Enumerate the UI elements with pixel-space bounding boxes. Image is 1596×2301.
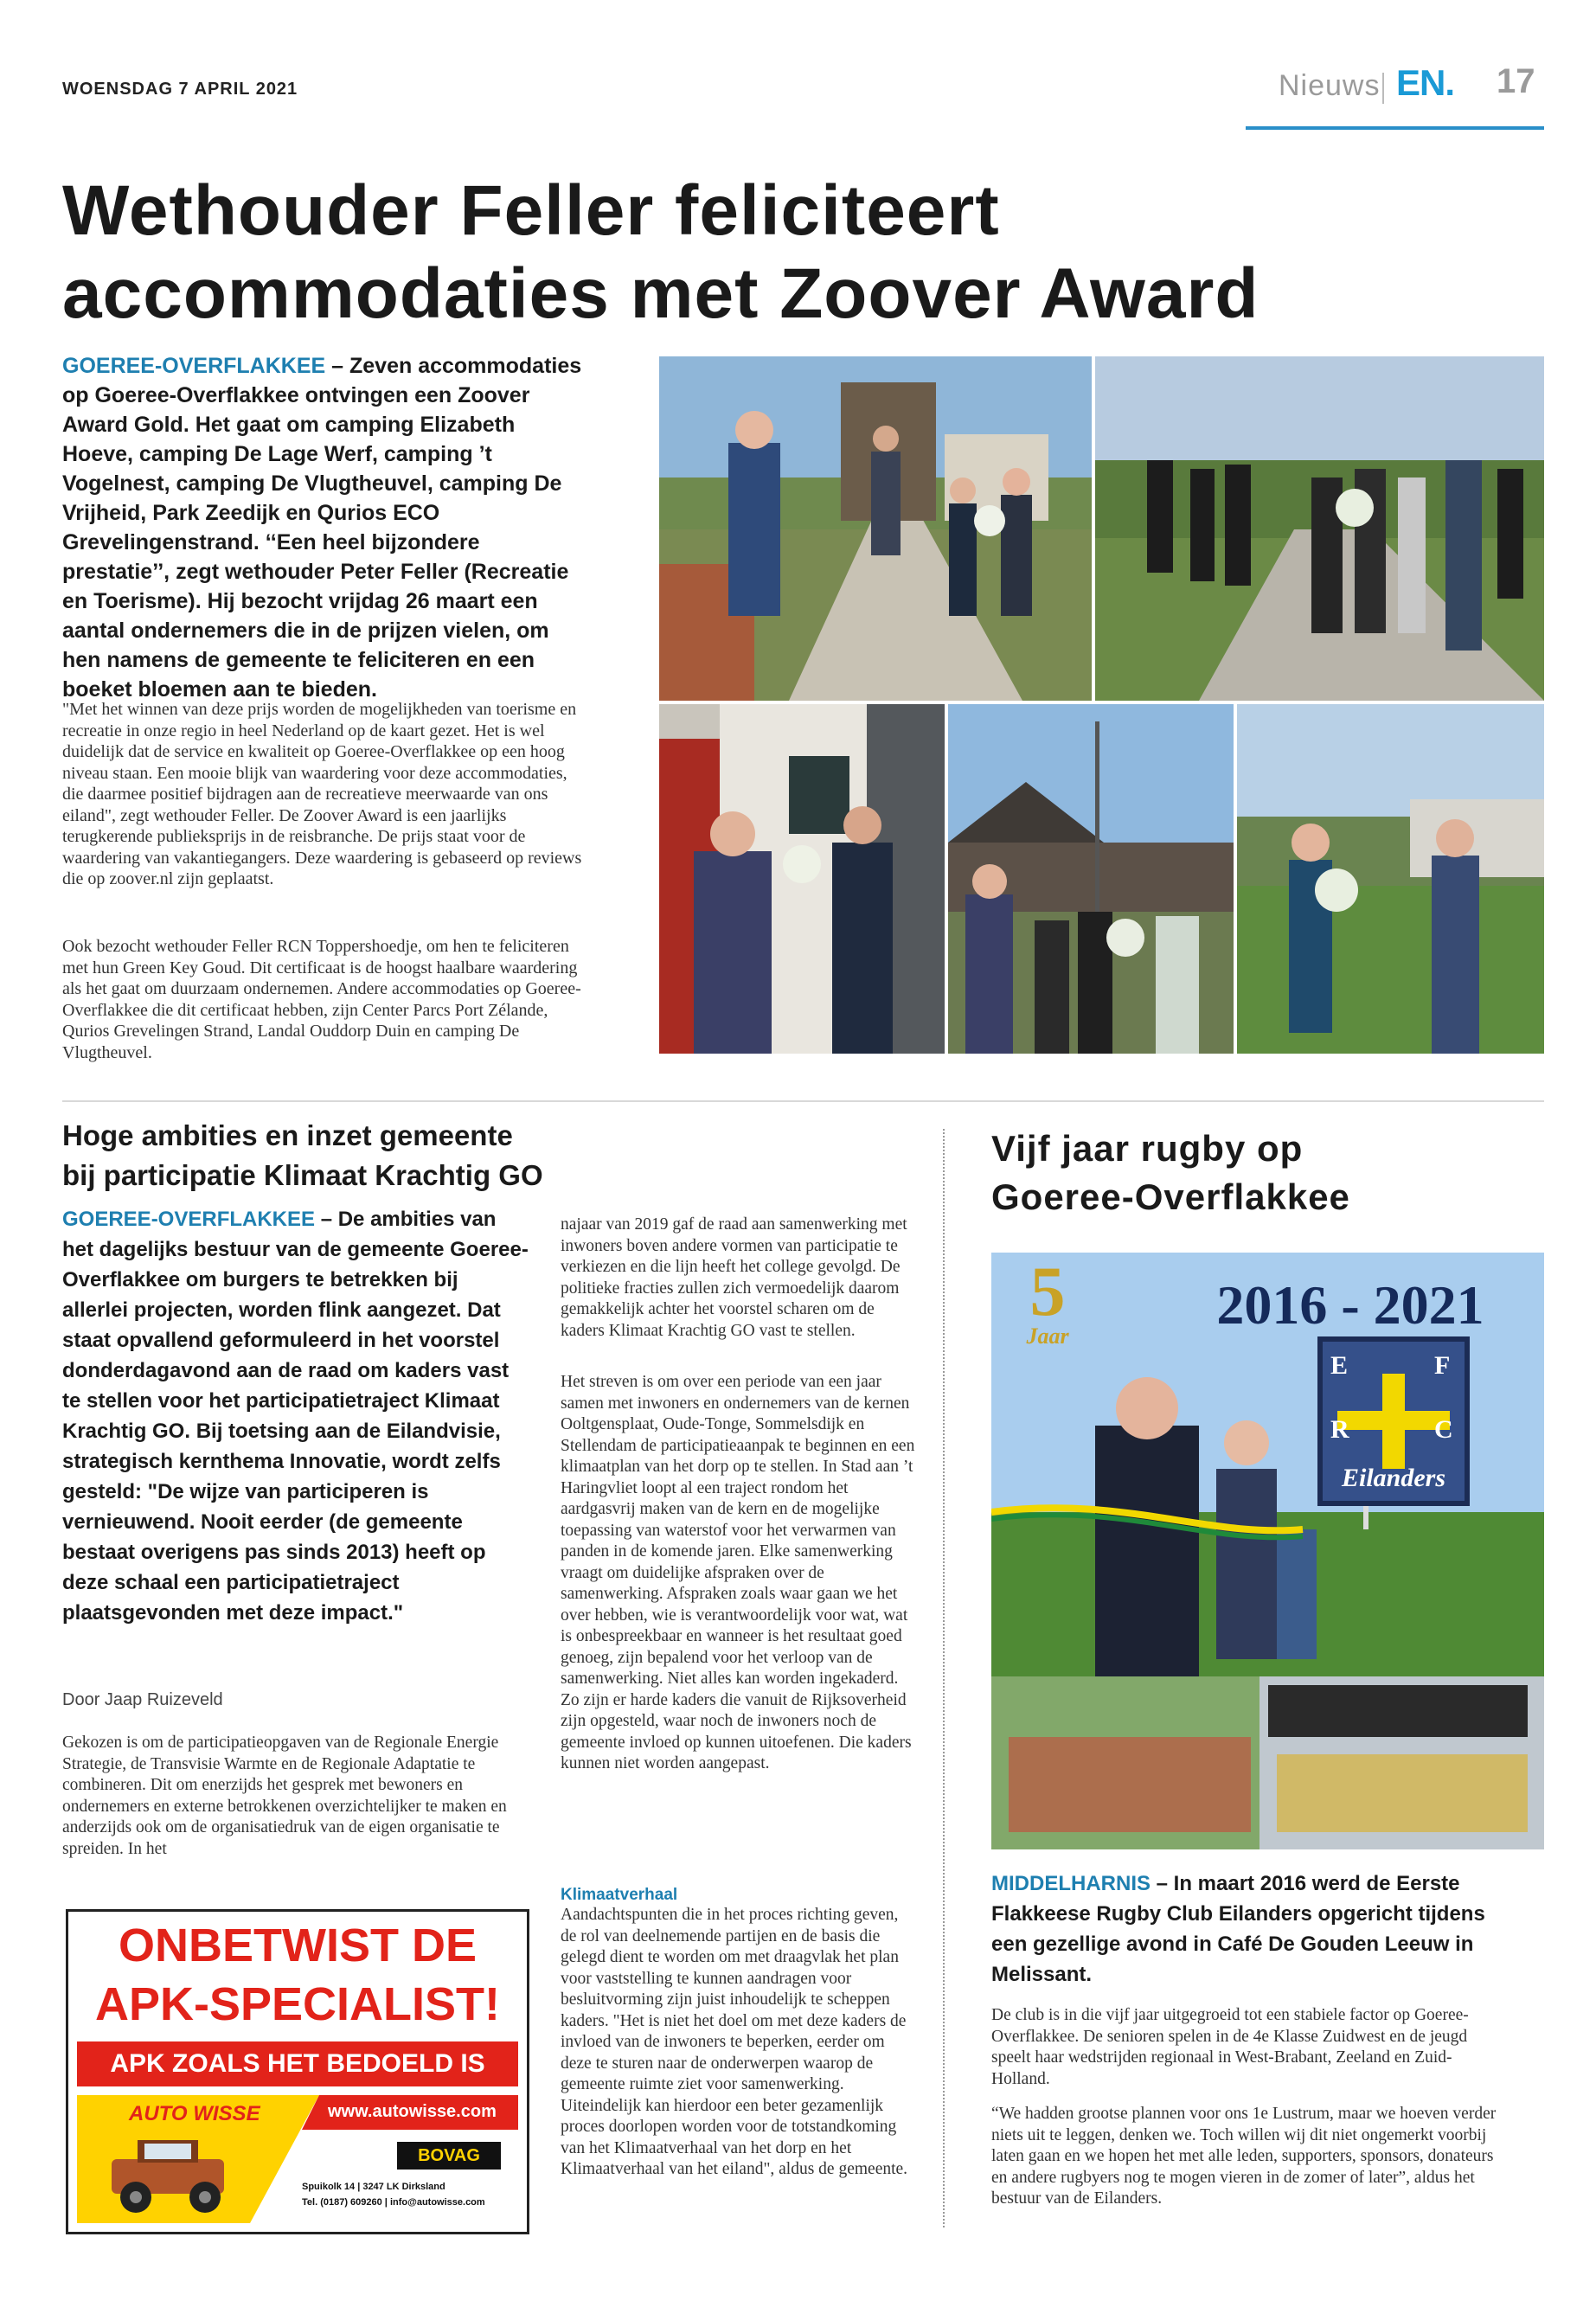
crest-letter-f: F bbox=[1434, 1351, 1451, 1380]
article2-col2-paragraph-1: najaar van 2019 gaf de raad aan samenwerking met inwoners boven andere vormen van participatie te verkiezen en die lijn heeft het college gevolgd. De politieke fracties zullen zich vermoedelijk daarom gemakkelijk achter het voorstel scharen om de kaders Klimaat Krachtig GO vast te stellen. bbox=[561, 1215, 907, 1340]
article3-headline-line1: Vijf jaar rugby op bbox=[991, 1128, 1304, 1169]
rugby-banner-years: 2016 - 2021 bbox=[1216, 1274, 1484, 1336]
page-number: 17 bbox=[1497, 62, 1535, 100]
issue-date: WOENSDAG 7 APRIL 2021 bbox=[62, 80, 298, 99]
header-separator bbox=[1382, 73, 1384, 104]
article2-lead bbox=[62, 1204, 529, 1628]
ad-line1: ONBETWIST DE bbox=[119, 1920, 477, 1971]
article1-paragraph-2: Ook bezocht wethouder Feller RCN Toppershoedje, om hen te feliciteren met hun Green Key Goud. Dit certificaat is de hoogst haalbare waardering als het gaat om duurzaam ondernemen. Andere accommodaties op Goeree-Overflakkee die dit certificaat hebben, zijn Center Parcs Port Zélande, Qurios Grevelingen Strand, Landal Ouddorp Duin en camping De Vlugtheuvel. bbox=[62, 937, 581, 1062]
autowisse-advertisement[interactable] bbox=[66, 1909, 529, 2234]
article2-byline: Door Jaap Ruizeveld bbox=[62, 1690, 223, 1709]
article3-headline bbox=[991, 1125, 1545, 1221]
rugby-lustrum-collage bbox=[991, 1253, 1544, 1849]
photo-building-group bbox=[948, 704, 1234, 1054]
article1-dateline: GOEREE-OVERFLAKKEE bbox=[62, 354, 326, 378]
article1-lead-text: – Zeven accommodaties op Goeree-Overflakkee ontvingen een Zoover Award Gold. Het gaat om camping Elizabeth Hoeve, camping De Lage Werf, camping ’t Vogelnest, camping De Vlugtheuvel, camping De Vrijheid, Park Zeedijk en Qurios ECO Grevelingenstrand. ‘‘Een heel bijzondere prestatie’’, zegt wethouder Peter Feller (Recreatie en Toerisme). Hij bezocht vrijdag 26 maart een aantal ondernemers die in de prijzen vielen, om hen namens de gemeente te feliciteren en een boeket bloemen aan te bieden. bbox=[62, 354, 582, 702]
header-rule bbox=[1246, 126, 1544, 130]
section-divider bbox=[62, 1100, 1544, 1102]
ad-url[interactable]: www.autowisse.com bbox=[328, 2102, 497, 2121]
crest-letter-e: E bbox=[1330, 1351, 1349, 1380]
column-divider bbox=[943, 1129, 945, 2227]
crest-letter-c: C bbox=[1434, 1415, 1453, 1444]
article3-paragraph-2: “We hadden grootse plannen voor ons 1e Lustrum, maar we hoeven verder niets uit te leggen, denken we. Toch willen wij dit niet ongemerkt voorbij laten gaan en we hopen het met alle leden, supporters, sponsors, donateurs en andere rugbyers nog te mogen vieren in de zomer of later”, aldus het bestuur van de Eilanders. bbox=[991, 2105, 1497, 2208]
article2-col2-paragraph-3: Aandachtspunten die in het proces richting geven, de rol van deelnemende partijen en de basis die gelegd dient te worden om met draagvlak het plan voor vaststelling te kunnen aandragen voor besluitvorming zijn juist inhoudelijk te scheppen kaders. "Het is niet het doel om met deze kaders de invloed van de inwoners te beperken, eerder om deze te sturen naar de onderwerpen waarop de gemeente ruimte ziet voor samenwerking. Uiteindelijk kan hierdoor een beter gezamenlijk proces doorlopen worden voor de totstandkoming van het Klimaatverhaal van het dorp en het Klimaatverhaal van het eiland", aldus de gemeente. bbox=[561, 1906, 908, 2178]
article2-paragraph-1: Gekozen is om de participatieopgaven van de Regionale Energie Strategie, de Transvisie Warmte en de Regionale Adaptatie te combineren. Dit om enerzijds het gesprek met bewoners en ondernemers en externe betrokkenen overzichtelijker te maken en anderzijds ook om de organisatiedruk van de eigen organisatie te spreiden. In het bbox=[62, 1734, 507, 1858]
ad-lower-panel bbox=[77, 2095, 518, 2223]
car-icon bbox=[103, 2133, 241, 2220]
lustrum-badge-number: 5 bbox=[1029, 1253, 1066, 1330]
article3-paragraph-1: De club is in die vijf jaar uitgegroeid tot een stabiele factor op Goeree-Overflakkee. De senioren spelen in de 4e Klasse Zuidwest en de jeugd speelt haar wedstrijden regionaal in West-Brabant, Zeeland en Zuid-Holland. bbox=[991, 2006, 1469, 2088]
article2-lead-text: – De ambities van het dagelijks bestuur van de gemeente Goeree-Overflakkee om burgers te betrekken bij allerlei projecten, worden flink aangezet. Dat staat opvallend geformuleerd in het voorstel donderdagavond aan de raad om kaders vast te stellen voor het participatietraject Klimaat Krachtig GO. Bij toetsing aan de Eilandvisie, strategisch kernthema Innovatie, wordt zelfs gesteld: "De wijze van participeren is vernieuwend. Nooit eerder (de gemeente bestaat overigens pas sinds 2013) heeft op deze schaal een participatietraject plaatsgevonden met deze impact." bbox=[62, 1208, 529, 1625]
photo-group-flowers bbox=[1095, 356, 1544, 701]
article3-headline-line2: Goeree-Overflakkee bbox=[991, 1176, 1350, 1217]
article2-headline bbox=[62, 1116, 581, 1195]
ad-bovag-badge: BOVAG bbox=[397, 2142, 501, 2170]
ad-banner: APK ZOALS HET BEDOELD IS bbox=[77, 2041, 518, 2086]
photo-garden-woman bbox=[1237, 704, 1544, 1054]
article1-paragraph-1: "Met het winnen van deze prijs worden de mogelijkheden van toerisme en recreatie in onze regio in heel Nederland op de kaart gezet. Het is wel duidelijk dat de service en kwaliteit op Goeree-Overflakkee op een hoog niveau staan. Een mooie blijk van waardering voor deze accommodaties, die daarmee positief bijdragen aan de recreatieve meerwaarde van ons eiland", zegt wethouder Feller. De Zoover Award is een jaarlijks terugkerende publieksprijs in de reisbranche. De prijs staat voor de waardering van vakantiegangers. Deze waardering is gebaseerd op reviews die op zoover.nl zijn geplaatst. bbox=[62, 700, 582, 888]
lustrum-badge bbox=[997, 1253, 1099, 1355]
article1-headline-line1: Wethouder Feller feliciteert bbox=[62, 171, 1000, 250]
photo-camping-entrance bbox=[659, 356, 1092, 701]
article1-headline bbox=[62, 170, 1273, 336]
article2-headline-line2: bij participatie Klimaat Krachtig GO bbox=[62, 1159, 543, 1191]
crest-letter-r: R bbox=[1330, 1415, 1349, 1444]
article1-lead bbox=[62, 351, 586, 704]
article2-headline-line1: Hoge ambities en inzet gemeente bbox=[62, 1119, 513, 1151]
publication-logo: EN. bbox=[1396, 62, 1455, 103]
ad-brand: AUTO WISSE bbox=[129, 2102, 260, 2125]
lustrum-badge-word: Jaar bbox=[1026, 1324, 1069, 1349]
photo-door-handshake bbox=[659, 704, 945, 1054]
section-label: Nieuws bbox=[1279, 69, 1381, 102]
article3-dateline: MIDDELHARNIS bbox=[991, 1872, 1151, 1895]
article1-headline-line2: accommodaties met Zoover Award bbox=[62, 254, 1259, 333]
article2-subhead: Klimaatverhaal bbox=[561, 1886, 678, 1904]
article3-lead-text: – In maart 2016 werd de Eerste Flakkeese Rugby Club Eilanders opgericht tijdens een gezellige avond in Café De Gouden Leeuw in Melissant. bbox=[991, 1872, 1485, 1986]
article2-dateline: GOEREE-OVERFLAKKEE bbox=[62, 1208, 316, 1231]
ad-line2: APK-SPECIALIST! bbox=[94, 1978, 501, 2030]
article2-col2-paragraph-2: Het streven is om over een periode van een jaar samen met inwoners en ondernemers van de kernen Ooltgensplaat, Oude-Tonge, Sommelsdijk en Stellendam de participatieaanpak te beginnen en een klimaatplan van het dorp op te stellen. In Stad aan ’t Haringvliet loopt al een traject rondom het aardgasvrij maken van de kern en de mogelijke toepassing van waterstof voor het verwarmen van panden in de komende jaren. Elke samenwerking vraagt om duidelijke afspraken over de samenwerking. Afspraken zoals waar gaan we het over hebben, wie is verantwoordelijk voor wat, wat is onbespreekbaar en wanneer is het resultaat goed genoeg, zijn bepalend voor het verloop van de samenwerking. Niet alles kan worden ingekaderd. Zo zijn er harde kaders die vanuit de Rijksoverheid zijn opgesteld, waar noch de inwoners noch de gemeente invloed op kunnen uitoefenen. Die kaders kunnen niet worden aangepast. bbox=[561, 1373, 915, 1772]
article3-lead bbox=[991, 1868, 1510, 1990]
ad-phone: Tel. (0187) 609260 | info@autowisse.com bbox=[302, 2197, 485, 2208]
crest-club-name: Eilanders bbox=[1341, 1464, 1446, 1492]
ad-address: Spuikolk 14 | 3247 LK Dirksland bbox=[302, 2182, 445, 2192]
